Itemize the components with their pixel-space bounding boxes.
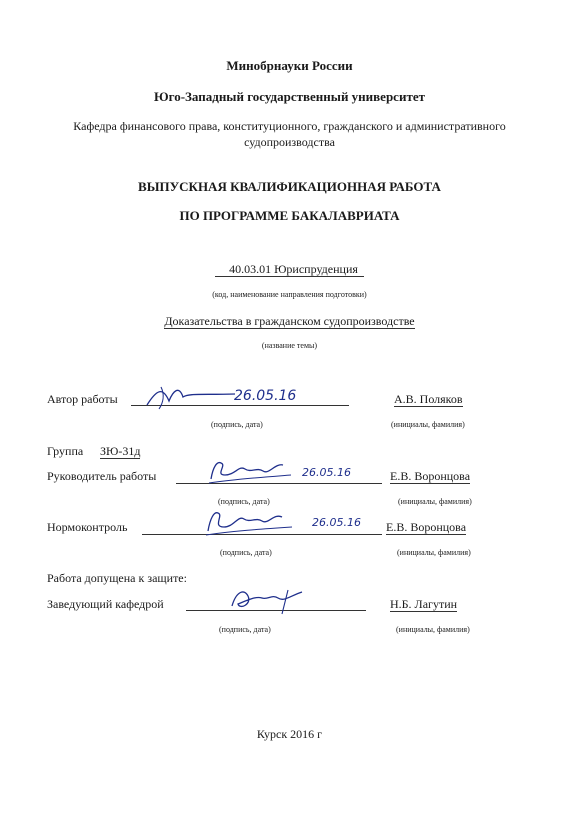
supervisor-label: Руководитель работы [47,469,157,483]
supervisor-name-caption: (инициалы, фамилия) [398,497,472,506]
author-name: А.В. Поляков [394,392,463,406]
city-year: Курск 2016 г [256,727,323,741]
normcontrol-name: Е.В. Воронцова [386,520,467,534]
topic-value: Доказательства в гражданском судопроизводстве [164,314,415,328]
university-name: Юго-Западный государственный университет [154,89,425,104]
author-label: Автор работы [47,392,118,406]
author-name-caption: (инициалы, фамилия) [391,420,465,429]
normcontrol-signature-date: 26.05.16 [312,516,361,529]
normcontrol-name-caption: (инициалы, фамилия) [397,548,471,557]
normcontrol-label: Нормоконтроль [47,520,128,534]
direction-caption: (код, наименование направления подготовки) [212,290,367,299]
department-line-1: Кафедра финансового права, конституционного, гражданского и административного [73,119,506,133]
group-label: Группа [47,444,84,458]
head-name-caption: (инициалы, фамилия) [396,625,470,634]
department-line-2: судопроизводства [244,135,335,149]
normcontrol-sign-caption: (подпись, дата) [220,548,272,557]
author-signature-date: 26.05.16 [234,388,297,404]
author-signature [143,381,238,411]
supervisor-sign-caption: (подпись, дата) [218,497,270,506]
work-title-line-1: ВЫПУСКНАЯ КВАЛИФИКАЦИОННАЯ РАБОТА [138,179,441,194]
head-label: Заведующий кафедрой [47,597,164,611]
direction-value: 40.03.01 Юриспруденция [0,262,579,277]
work-title-line-2: ПО ПРОГРАММЕ БАКАЛАВРИАТА [179,208,400,223]
supervisor-signature [205,453,295,487]
group-value: ЗЮ-31д [100,444,141,458]
supervisor-name: Е.В. Воронцова [390,469,471,483]
normcontrol-signature [202,503,297,539]
head-name: Н.Б. Лагутин [390,597,458,611]
topic-caption: (название темы) [261,341,318,350]
head-signature [228,584,308,616]
author-sign-caption: (подпись, дата) [211,420,263,429]
supervisor-signature-date: 26.05.16 [302,466,351,479]
head-sign-caption: (подпись, дата) [219,625,271,634]
admission-label: Работа допущена к защите: [47,571,187,585]
ministry-name: Минобрнауки России [226,58,353,73]
